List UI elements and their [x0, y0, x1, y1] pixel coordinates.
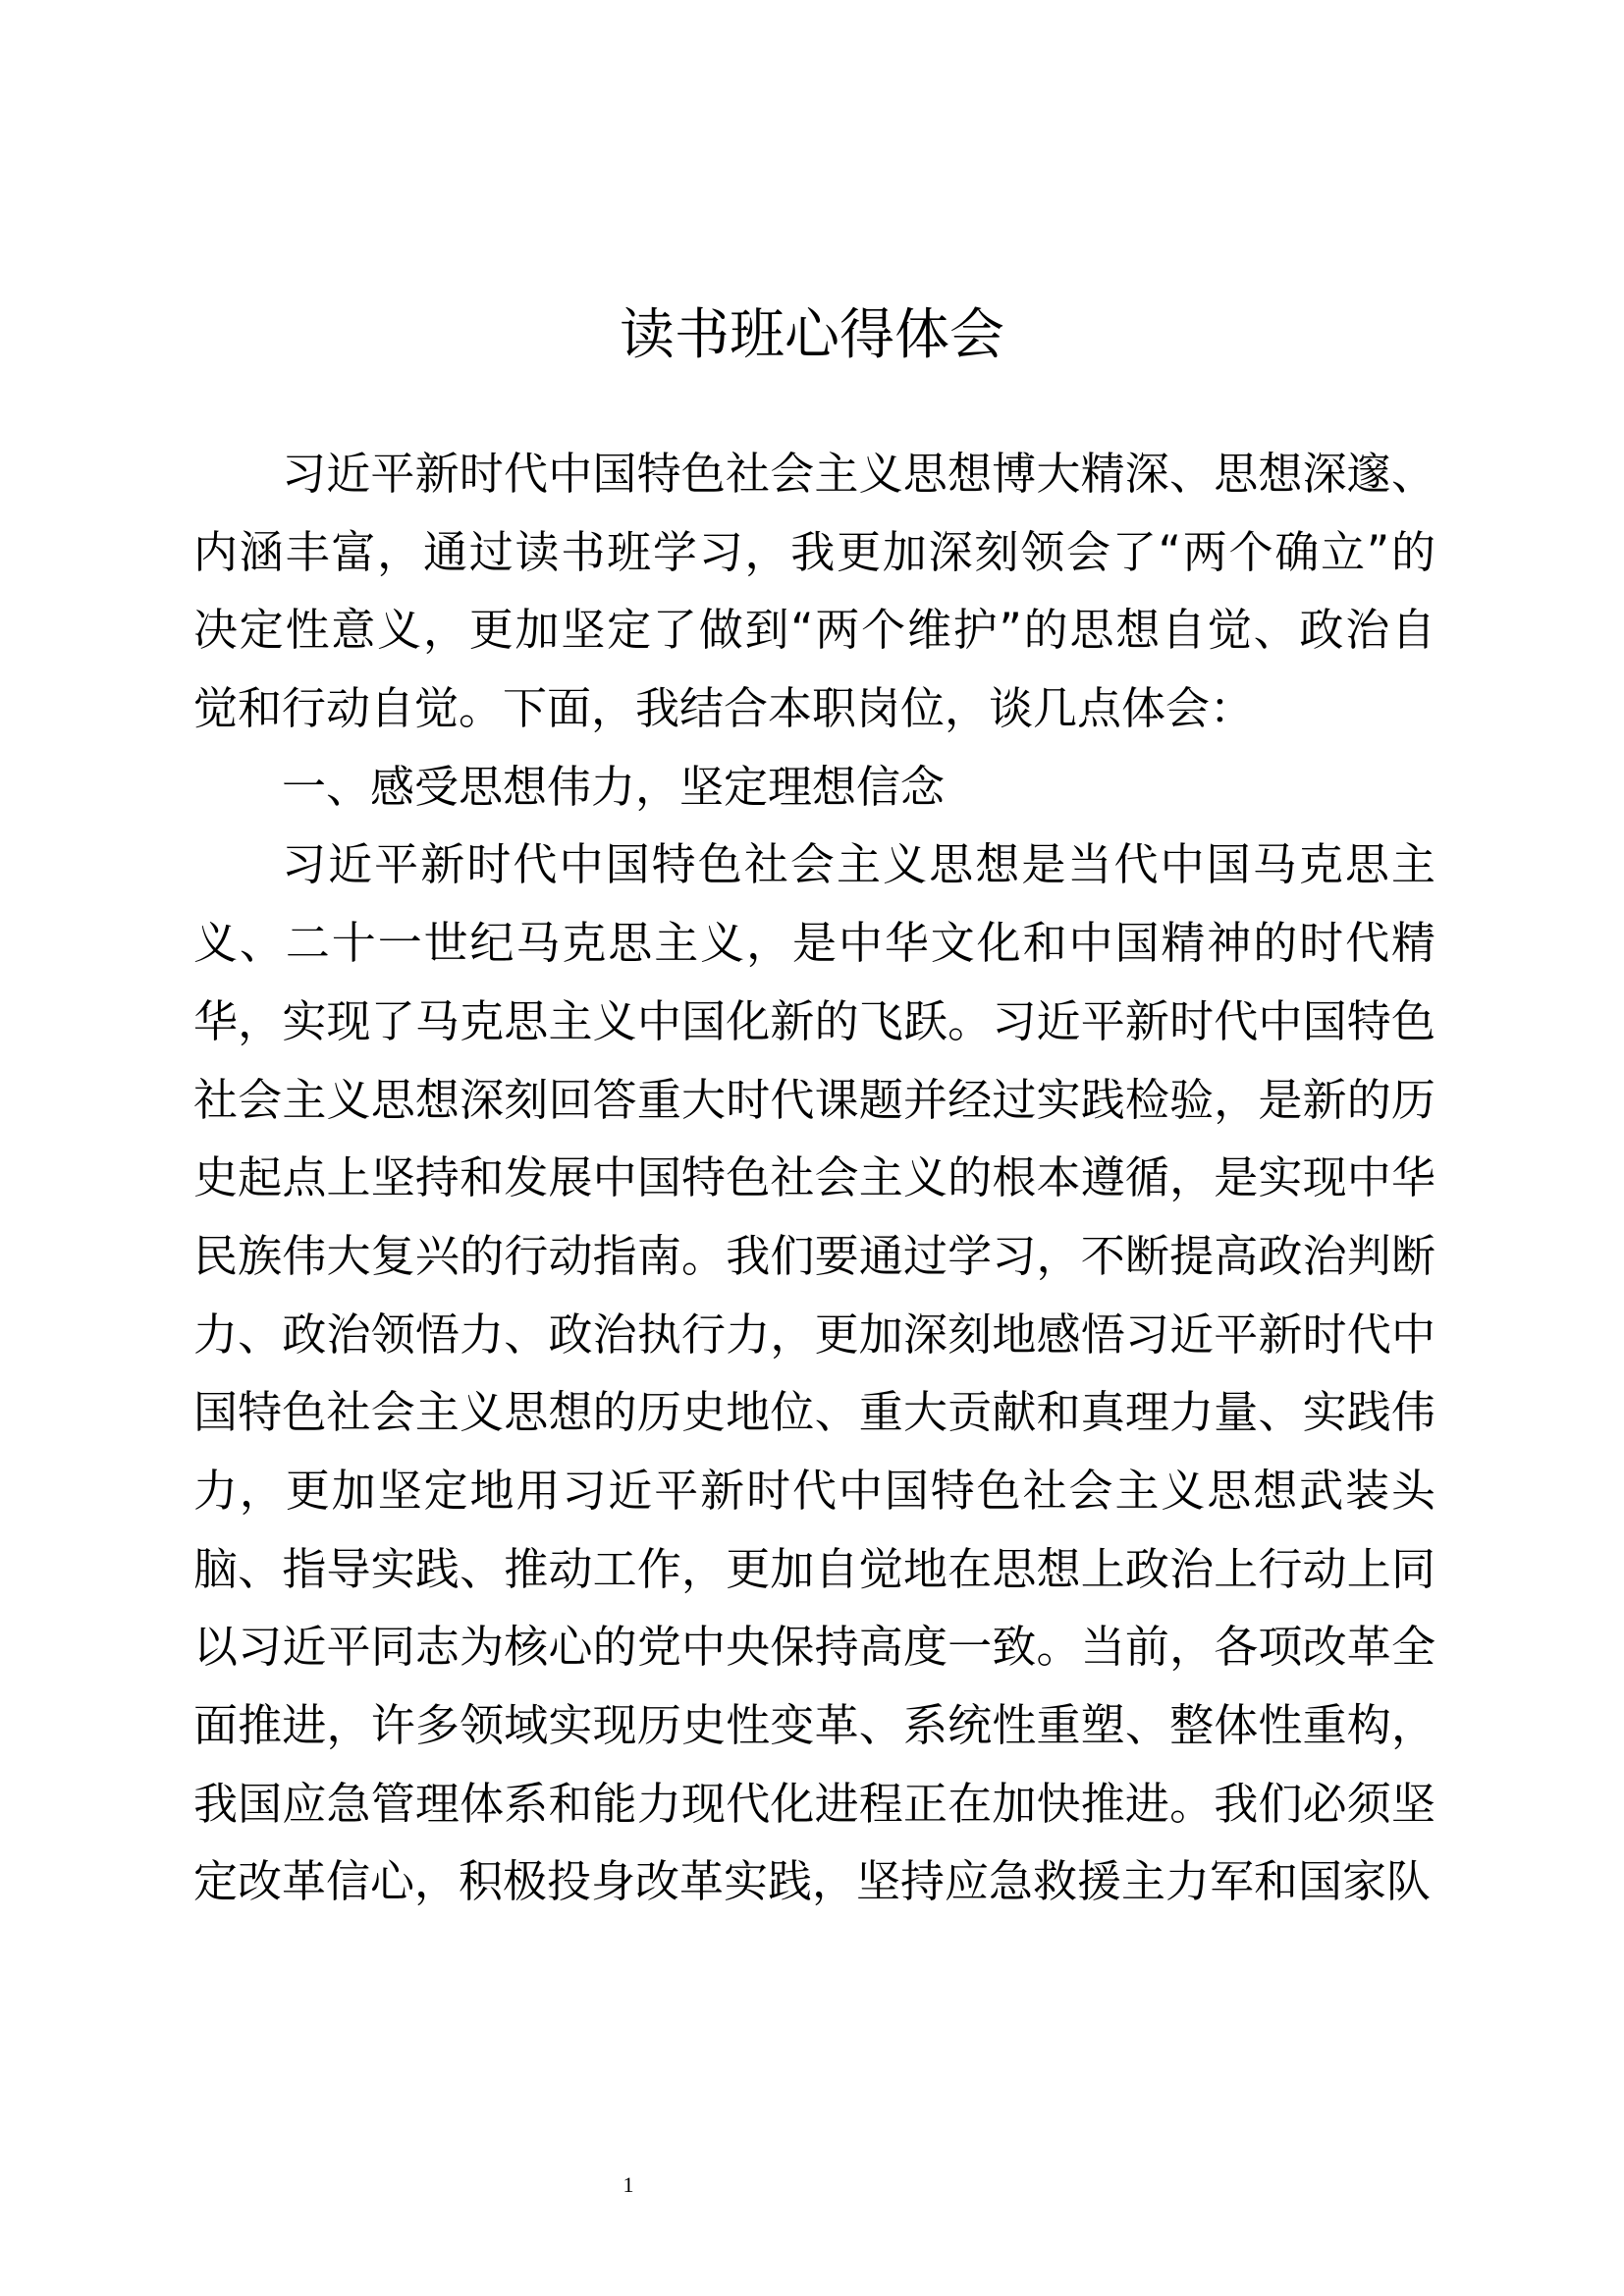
text-line: 史起点上坚持和发展中国特色社会主义的根本遵循，是实现中华 — [193, 1151, 1435, 1204]
document-body — [193, 435, 1435, 1921]
document-title: 读书班心得体会 — [620, 303, 1004, 367]
text-line: 觉和行动自觉。下面，我结合本职岗位，谈几点体会： — [193, 682, 1255, 735]
text-line: 面推进，许多领域实现历史性变革、系统性重塑、整体性重构， — [193, 1699, 1435, 1751]
text-line: 习近平新时代中国特色社会主义思想博大精深、思想深邃、 — [282, 448, 1435, 500]
text-line: 我国应急管理体系和能力现代化进程正在加快推进。我们必须坚 — [193, 1777, 1435, 1830]
text-line: 一、感受思想伟力，坚定理想信念 — [282, 760, 946, 813]
text-line: 国特色社会主义思想的历史地位、重大贡献和真理力量、实践伟 — [193, 1386, 1435, 1439]
text-line: 定改革信心，积极投身改革实践，坚持应急救援主力军和国家队 — [193, 1855, 1432, 1908]
page-number: 1 — [623, 2172, 634, 2197]
paragraph — [193, 826, 1435, 1921]
text-line: 民族伟大复兴的行动指南。我们要通过学习，不断提高政治判断 — [193, 1229, 1435, 1282]
paragraph — [193, 435, 1435, 748]
text-line: 决定性意义，更加坚定了做到“两个维护”的思想自觉、政治自 — [193, 604, 1435, 657]
text-line: 华，实现了马克思主义中国化新的飞跃。习近平新时代中国特色 — [193, 994, 1435, 1047]
text-line: 力、政治领悟力、政治执行力，更加深刻地感悟习近平新时代中 — [193, 1308, 1435, 1361]
text-line: 内涵丰富，通过读书班学习，我更加深刻领会了“两个确立”的 — [193, 525, 1435, 578]
text-line: 以习近平同志为核心的党中央保持高度一致。当前，各项改革全 — [193, 1621, 1435, 1674]
text-line: 力，更加坚定地用习近平新时代中国特色社会主义思想武装头 — [193, 1464, 1435, 1517]
text-line: 习近平新时代中国特色社会主义思想是当代中国马克思主 — [282, 838, 1435, 891]
text-line: 义、二十一世纪马克思主义，是中华文化和中国精神的时代精 — [193, 917, 1435, 970]
text-line: 社会主义思想深刻回答重大时代课题并经过实践检验，是新的历 — [193, 1073, 1435, 1126]
section-heading — [193, 748, 1435, 827]
text-line: 脑、指导实践、推动工作，更加自觉地在思想上政治上行动上同 — [193, 1542, 1435, 1595]
